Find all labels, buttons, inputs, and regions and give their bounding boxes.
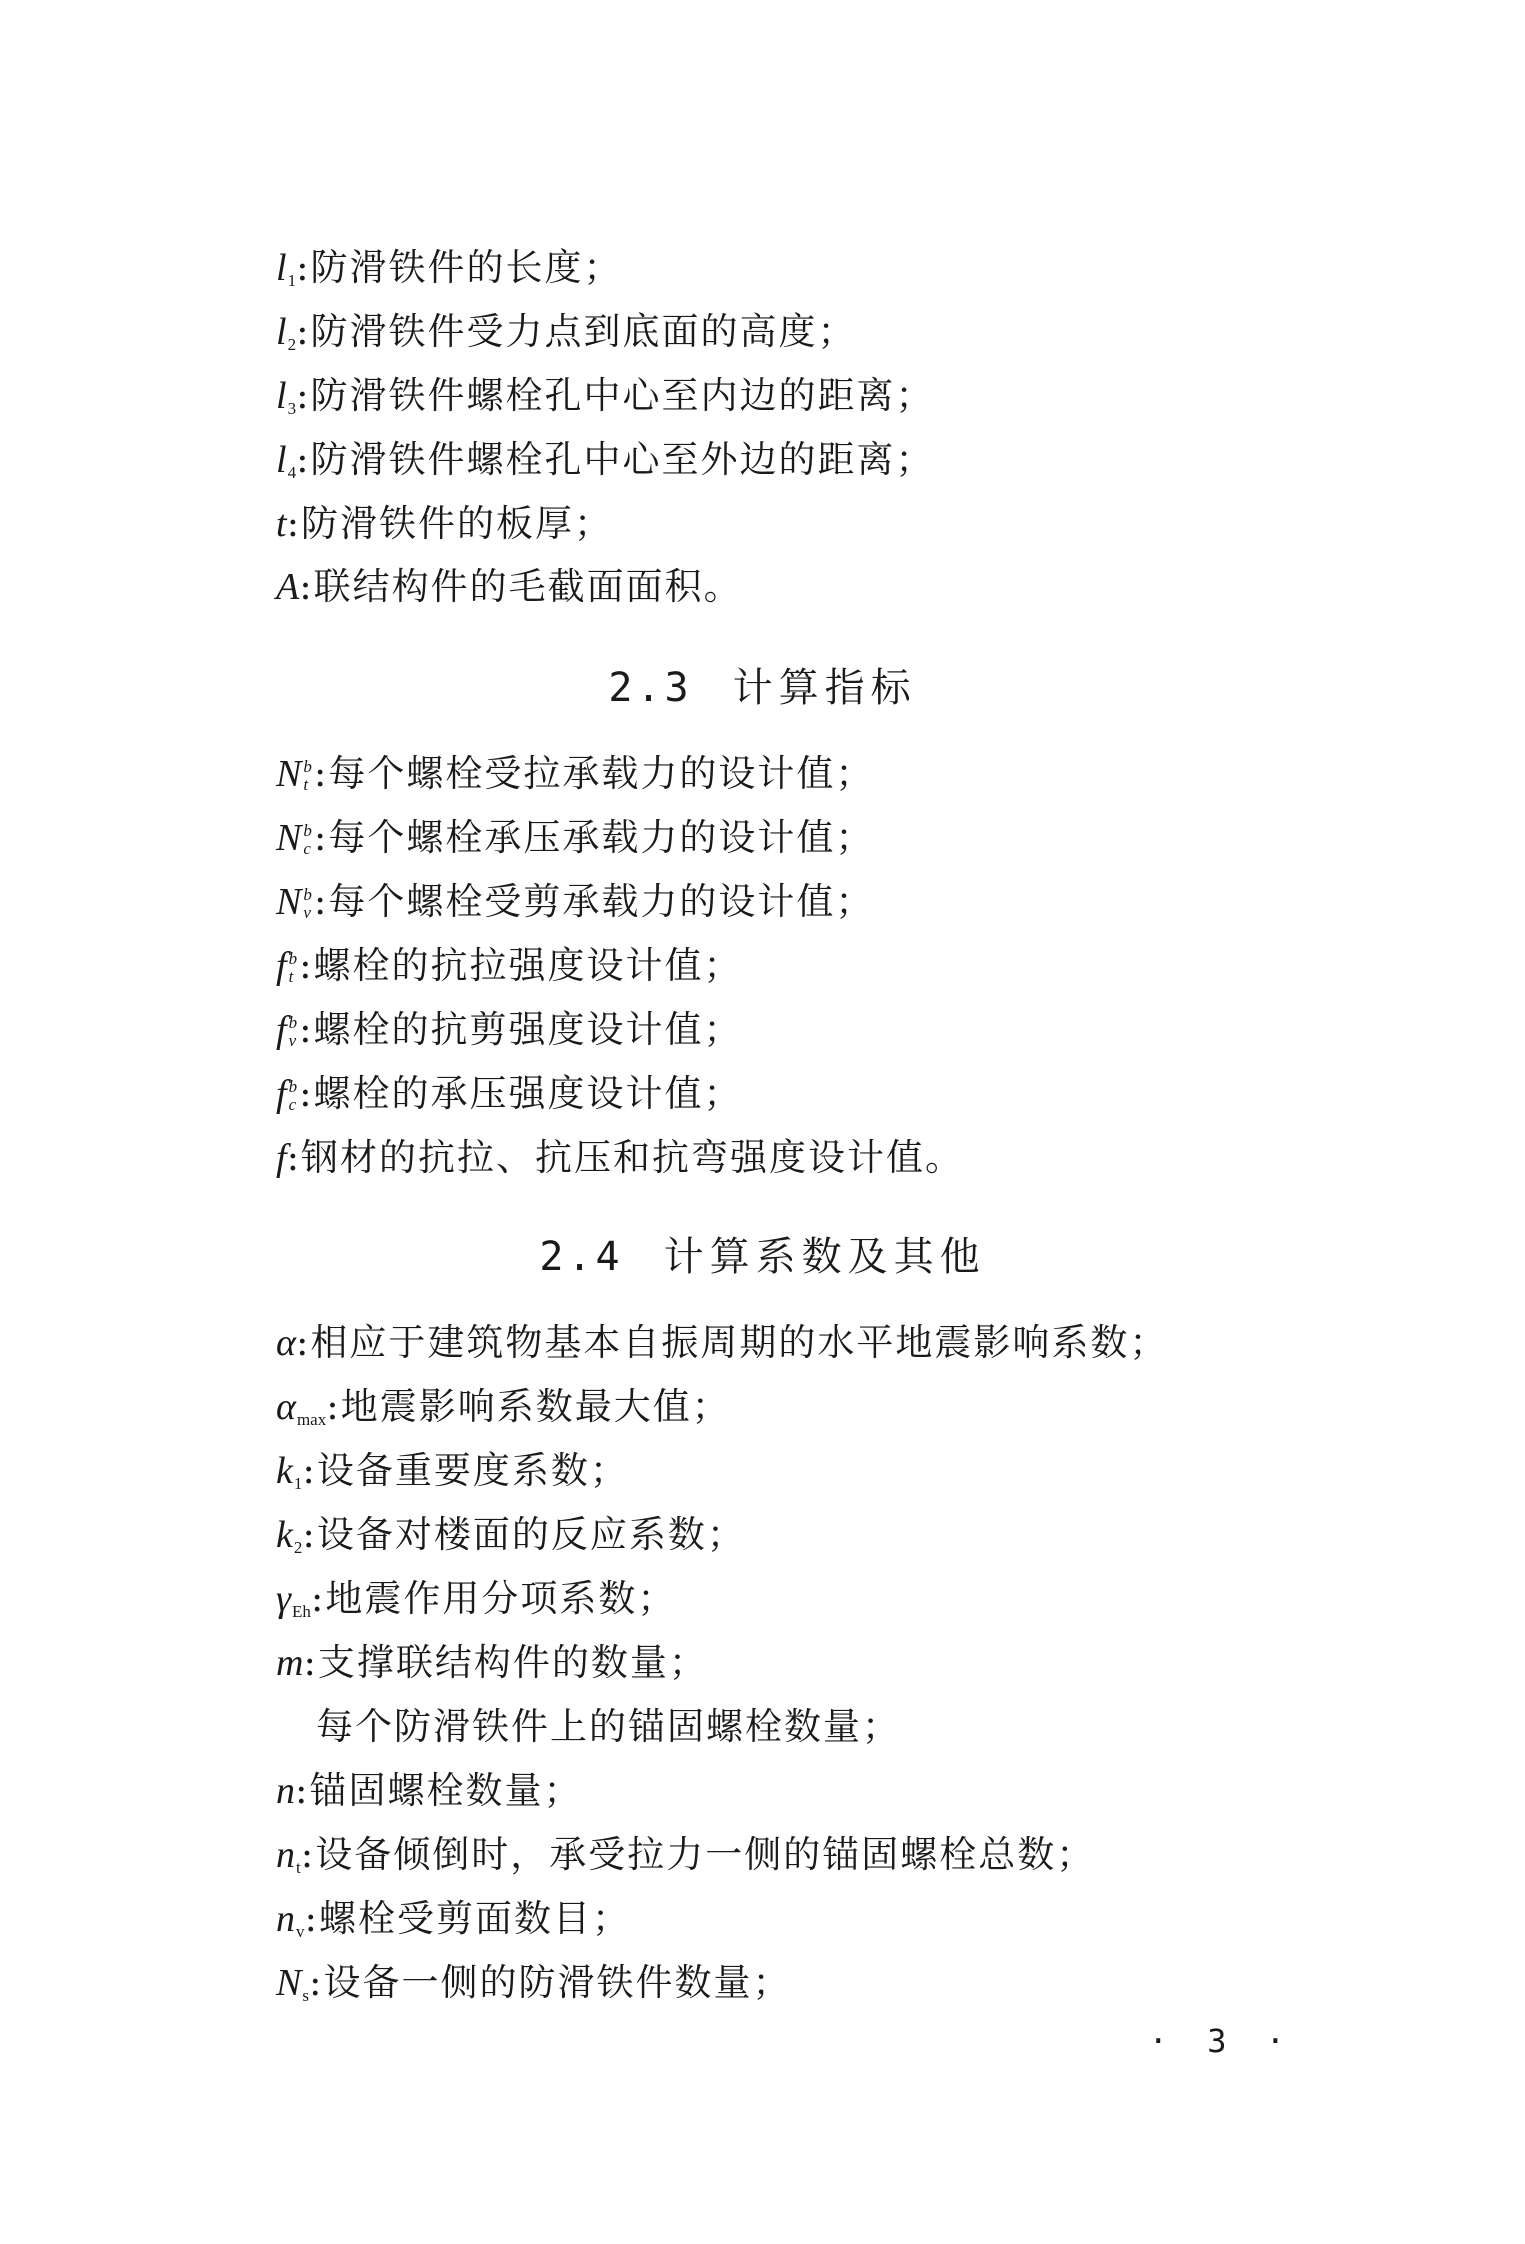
section-number: 2.4 [539, 1234, 624, 1280]
symbol-Nbc: N b c :每个螺栓承压承载力的设计值； [276, 816, 875, 859]
symbol-alpha-max: αmax:地震影响系数最大值； [276, 1385, 731, 1429]
symbol-m-continuation: 每个防滑铁件上的锚固螺栓数量； [316, 1705, 901, 1748]
symbol-f: f:钢材的抗拉、抗压和抗弯强度设计值。 [276, 1136, 965, 1179]
symbol-Nbt: N b t :每个螺栓受拉承载力的设计值； [276, 752, 875, 795]
symbol-gamma-Eh: γEh:地震作用分项系数； [276, 1577, 677, 1621]
section-heading-2-4 [0, 1225, 1525, 1282]
symbol-k2: k2:设备对楼面的反应系数； [276, 1513, 746, 1557]
symbol-l2: l2:防滑铁件受力点到底面的高度； [276, 310, 857, 354]
symbol-k1: k1:设备重要度系数； [276, 1449, 629, 1493]
symbol-t: t:防滑铁件的板厚； [276, 502, 614, 545]
symbol-nt: nt:设备倾倒时，承受拉力一侧的锚固螺栓总数； [276, 1833, 1096, 1877]
symbol-Ns: Ns:设备一侧的防滑铁件数量； [276, 1961, 792, 2005]
symbol-l3: l3:防滑铁件螺栓孔中心至内边的距离； [276, 374, 935, 418]
symbol-Nbv: N b v :每个螺栓受剪承载力的设计值； [276, 880, 875, 923]
section-title: 计算系数及其他 [663, 1234, 986, 1280]
section-title: 计算指标 [732, 665, 917, 711]
symbol-n: n:锚固螺栓数量； [276, 1769, 583, 1812]
section-number: 2.3 [608, 665, 693, 711]
symbol-A: A:联结构件的毛截面面积。 [276, 565, 743, 608]
symbol-nv: nv:螺栓受剪面数目； [276, 1897, 631, 1941]
page-number: · 3 · [1148, 2022, 1295, 2060]
symbol-l4: l4:防滑铁件螺栓孔中心至外边的距离； [276, 438, 935, 482]
symbol-fbc: f b c :螺栓的承压强度设计值； [276, 1072, 743, 1115]
section-heading-2-3 [0, 656, 1525, 713]
symbol-m: m:支撑联结构件的数量； [276, 1641, 708, 1684]
symbol-alpha: α:相应于建筑物基本自振周期的水平地震影响系数； [276, 1321, 1169, 1364]
symbol-l1: l1:防滑铁件的长度； [276, 246, 623, 290]
symbol-fbt: f b t :螺栓的抗拉强度设计值； [276, 944, 743, 987]
symbol-fbv: f b v :螺栓的抗剪强度设计值； [276, 1008, 743, 1051]
